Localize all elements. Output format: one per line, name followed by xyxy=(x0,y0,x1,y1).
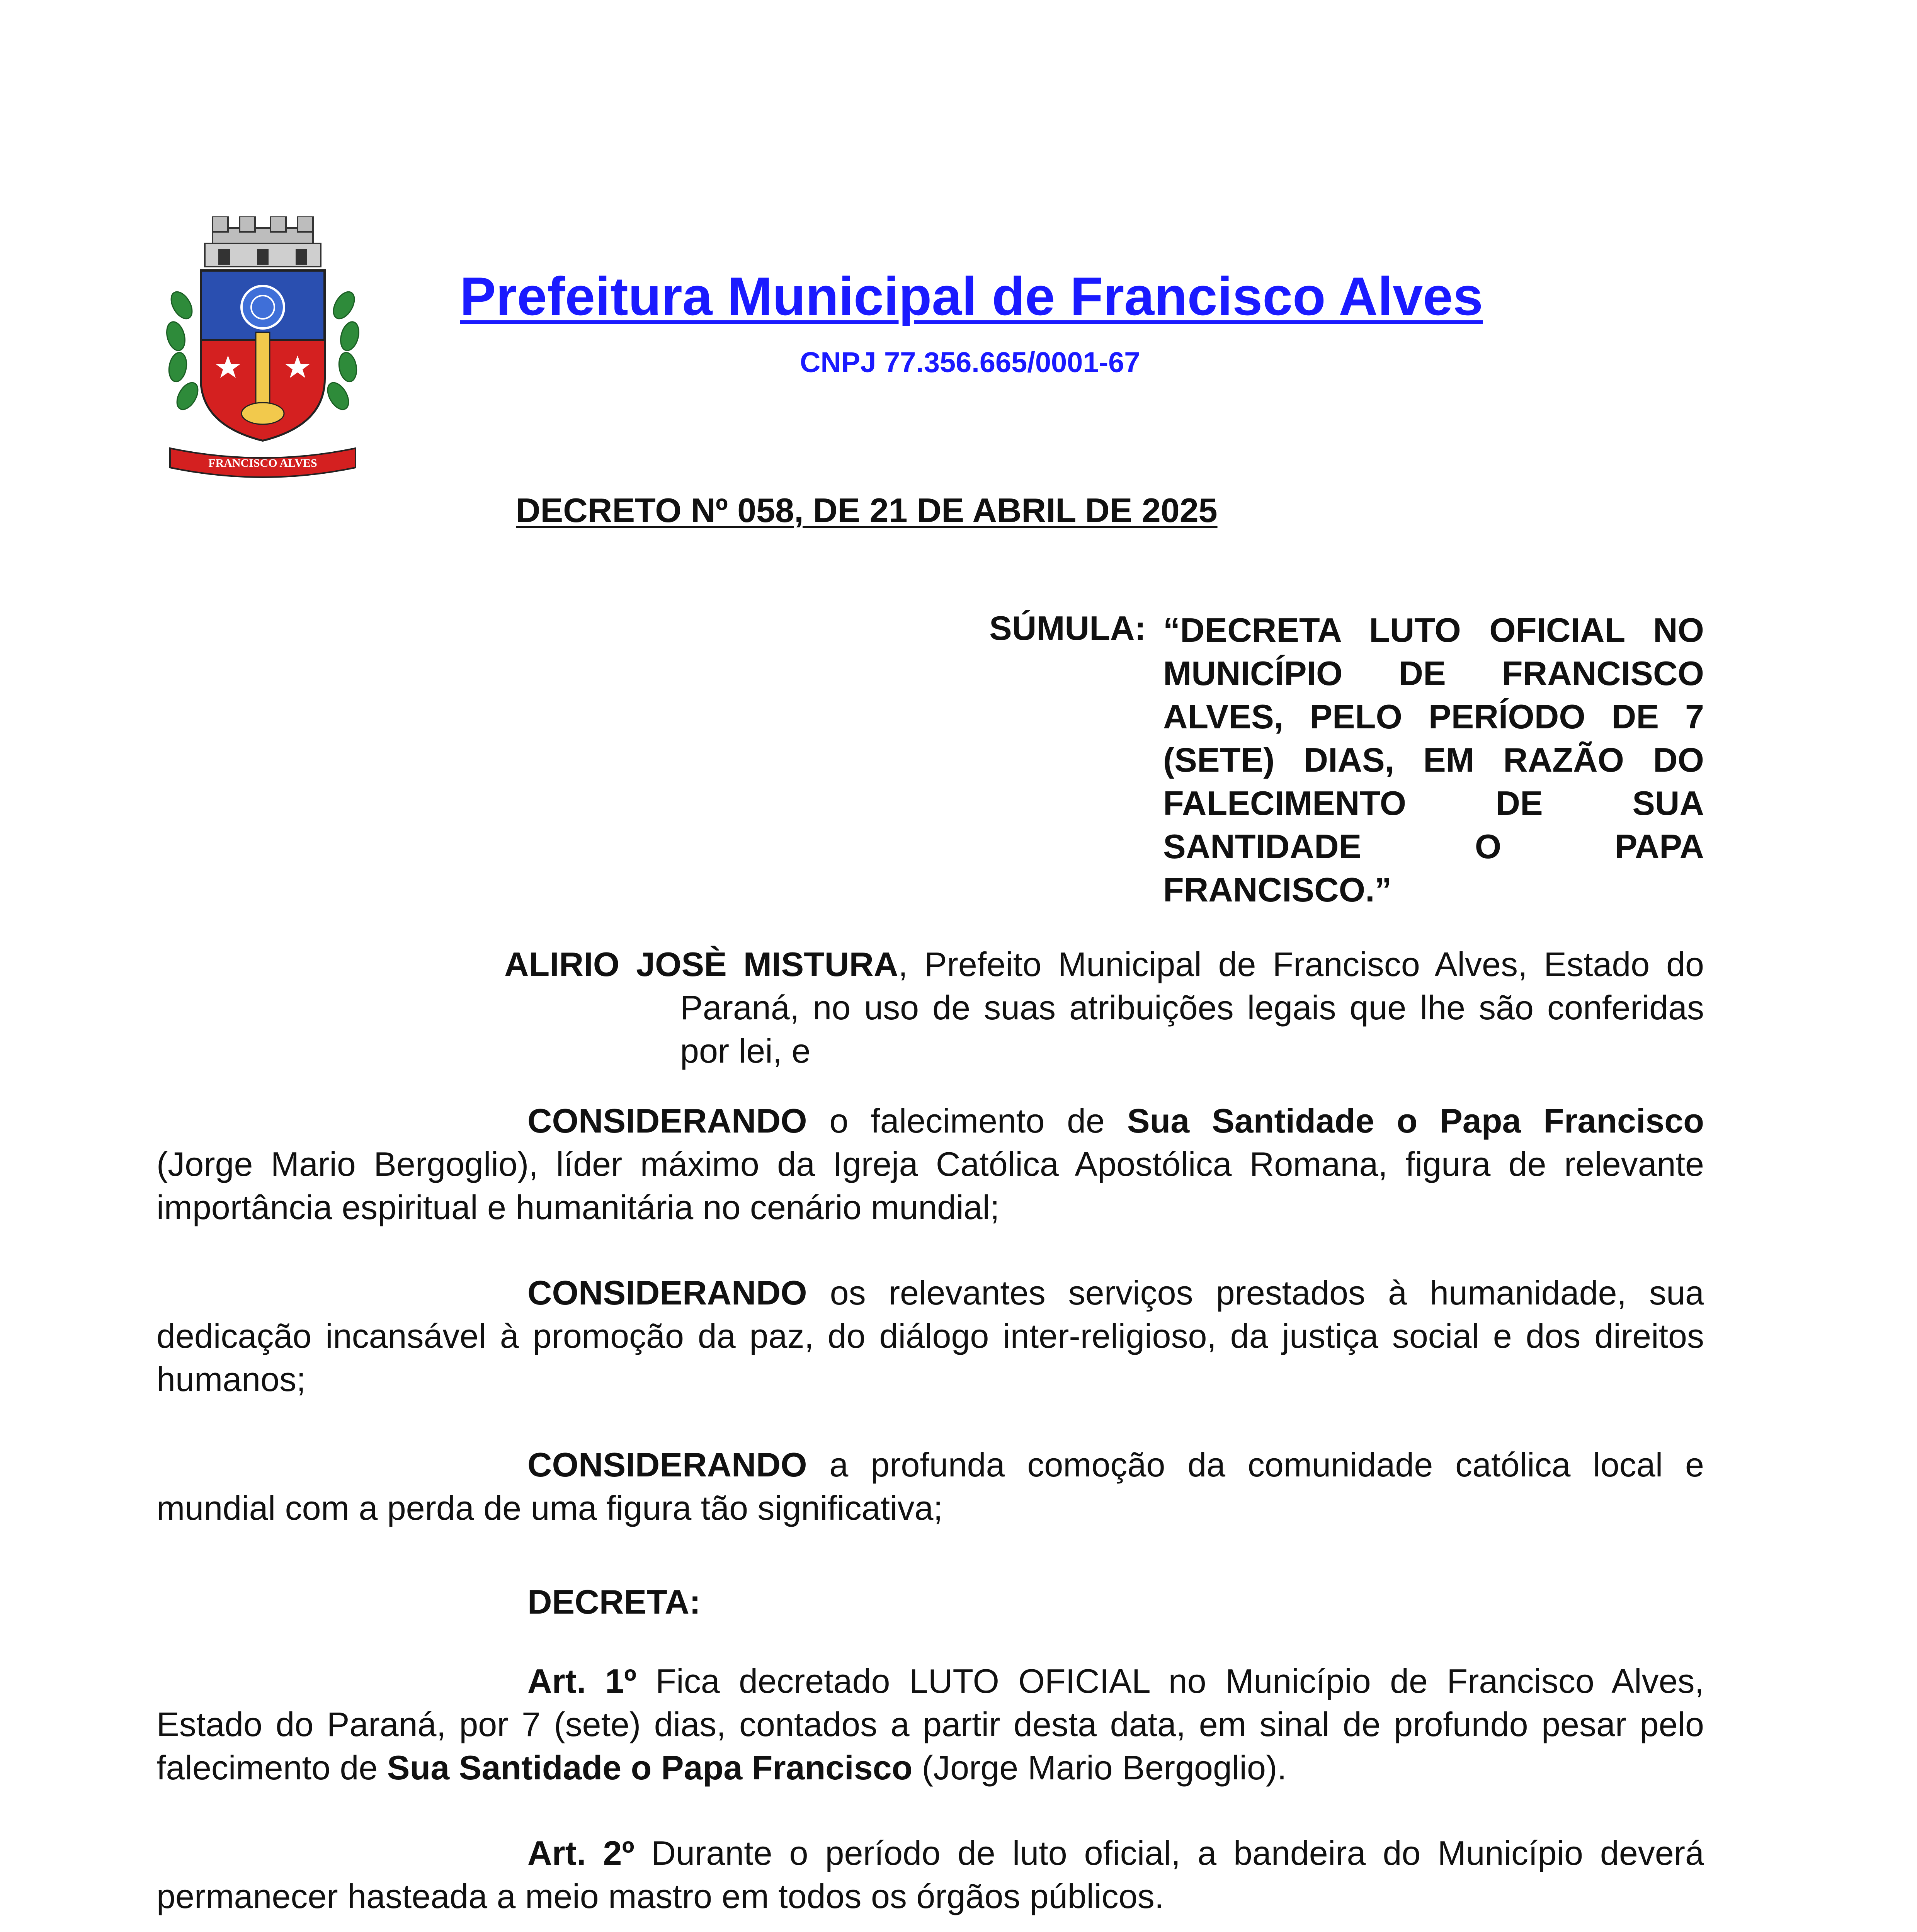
municipal-crest-logo xyxy=(155,216,371,487)
preamble xyxy=(504,943,1704,1073)
sumula-label: SÚMULA: xyxy=(989,609,1146,647)
mayor-name: ALIRIO JOSÈ MISTURA xyxy=(504,945,898,983)
page-title: Prefeitura Municipal de Francisco Alves xyxy=(460,266,1483,327)
preamble-text: , Prefeito Municipal de Francisco Alves, Estado do Paraná, no uso de suas atribuições legais que lhe são conferidas por lei, e xyxy=(680,945,1704,1070)
crest-shield xyxy=(201,270,325,440)
decreta-heading: DECRETA: xyxy=(527,1583,701,1621)
sumula-text: “DECRETA LUTO OFICIAL NO MUNICÍPIO DE FRANCISCO ALVES, PELO PERÍODO DE 7 (SETE) DIAS, EM RAZÃO DO FALECIMENTO DE SUA SANTIDADE O PAPA FRANCISCO.” xyxy=(1163,611,1704,909)
considerando-3: CONSIDERANDO a profunda comoção da comunidade católica local e mundial com a perda de uma figura tão significativa; xyxy=(156,1446,1704,1527)
crest-banner xyxy=(170,448,356,477)
article-2: Art. 2º Durante o período de luto oficial, a bandeira do Município deverá permanecer hasteada a meio mastro em todos os órgãos públicos. xyxy=(156,1834,1704,1915)
svg-text:FRANCISCO ALVES: FRANCISCO ALVES xyxy=(208,457,317,469)
crest-crown xyxy=(205,216,321,267)
considerando-2: CONSIDERANDO os relevantes serviços prestados à humanidade, sua dedicação incansável à promoção da paz, do diálogo inter-religioso, da justiça social e dos direitos humanos; xyxy=(156,1274,1704,1398)
considerando-1: CONSIDERANDO o falecimento de Sua Santidade o Papa Francisco (Jorge Mario Bergoglio), líder máximo da Igreja Católica Apostólica Romana, figura de relevante importância espiritual e humanitária no cenário mundial; xyxy=(156,1102,1704,1226)
cnpj-line: CNPJ 77.356.665/0001-67 xyxy=(800,346,1140,378)
decree-number: DECRETO Nº 058, DE 21 DE ABRIL DE 2025 xyxy=(516,491,1218,529)
article-1: Art. 1º Fica decretado LUTO OFICIAL no Município de Francisco Alves, Estado do Paraná, por 7 (sete) dias, contados a partir desta data, em sinal de profundo pesar pelo falecimento de Sua Santidade o Papa Francisco (Jorge Mario Bergoglio). xyxy=(156,1662,1704,1787)
